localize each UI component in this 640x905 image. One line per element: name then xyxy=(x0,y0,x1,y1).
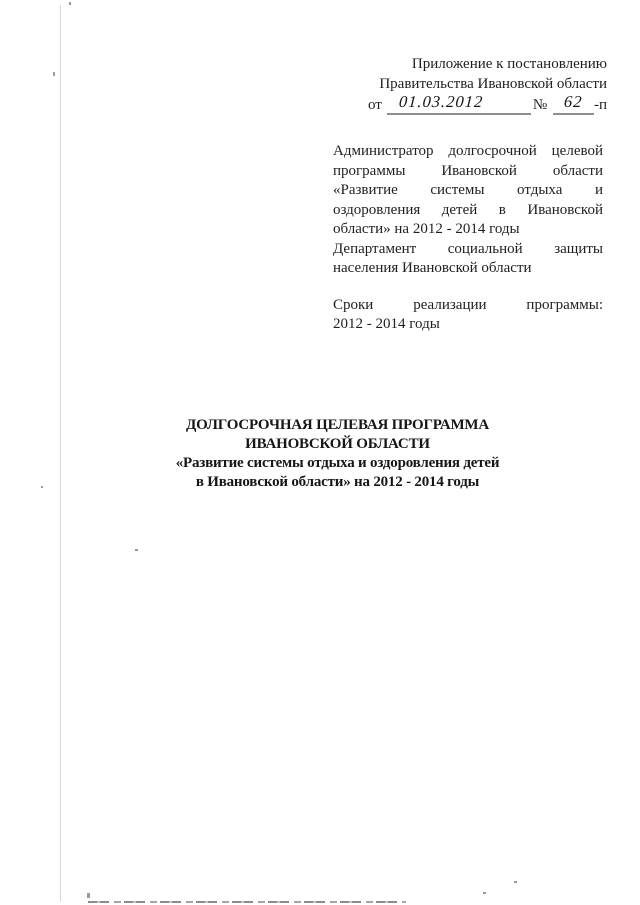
program-title-line: ИВАНОВСКОЙ ОБЛАСТИ xyxy=(245,436,430,452)
terms-paragraph xyxy=(333,296,603,334)
scan-speck xyxy=(514,881,517,883)
program-title-line: ДОЛГОСРОЧНАЯ ЦЕЛЕВАЯ ПРОГРАММА xyxy=(185,417,490,433)
administrator-line: оздоровления детей в Ивановской xyxy=(333,201,603,218)
date-prefix-label: от xyxy=(368,97,382,113)
administrator-line: программы Ивановской области xyxy=(333,162,603,179)
terms-line: Сроки реализации программы: xyxy=(333,297,603,313)
administrator-line: «Развитие системы отдыха и xyxy=(333,182,603,198)
administrator-line: населения Ивановской области xyxy=(333,260,532,276)
handwritten-number: 62 xyxy=(563,92,584,111)
number-suffix-label: -п xyxy=(593,97,607,113)
scan-fold-line xyxy=(60,5,61,902)
scan-speck xyxy=(483,892,486,894)
number-underline xyxy=(553,92,594,115)
scan-speck xyxy=(69,2,71,5)
program-title-line: в Ивановской области» на 2012 - 2014 годы xyxy=(195,474,480,490)
appendix-line: Правительства Ивановской области xyxy=(379,76,607,92)
terms-line: 2012 - 2014 годы xyxy=(333,316,440,332)
scan-speck xyxy=(41,486,43,488)
appendix-line: Приложение к постановлению xyxy=(411,56,607,72)
scan-speck xyxy=(135,549,138,551)
scan-speck xyxy=(53,72,55,76)
program-title-line: «Развитие системы отдыха и оздоровления детей xyxy=(175,455,500,471)
administrator-paragraph xyxy=(333,142,603,279)
number-sign: № xyxy=(532,97,548,113)
date-underline xyxy=(387,92,531,115)
decree-date-row xyxy=(333,94,607,115)
administrator-line: области» на 2012 - 2014 годы xyxy=(333,221,520,237)
administrator-line: Администратор долгосрочной целевой xyxy=(333,143,603,159)
appendix-block xyxy=(333,54,607,115)
administrator-line: Департамент социальной защиты xyxy=(333,240,603,257)
bottom-scan-line xyxy=(88,901,406,903)
scan-speck xyxy=(87,893,90,898)
handwritten-date: 01.03.2012 xyxy=(398,92,484,111)
program-title xyxy=(85,416,590,492)
